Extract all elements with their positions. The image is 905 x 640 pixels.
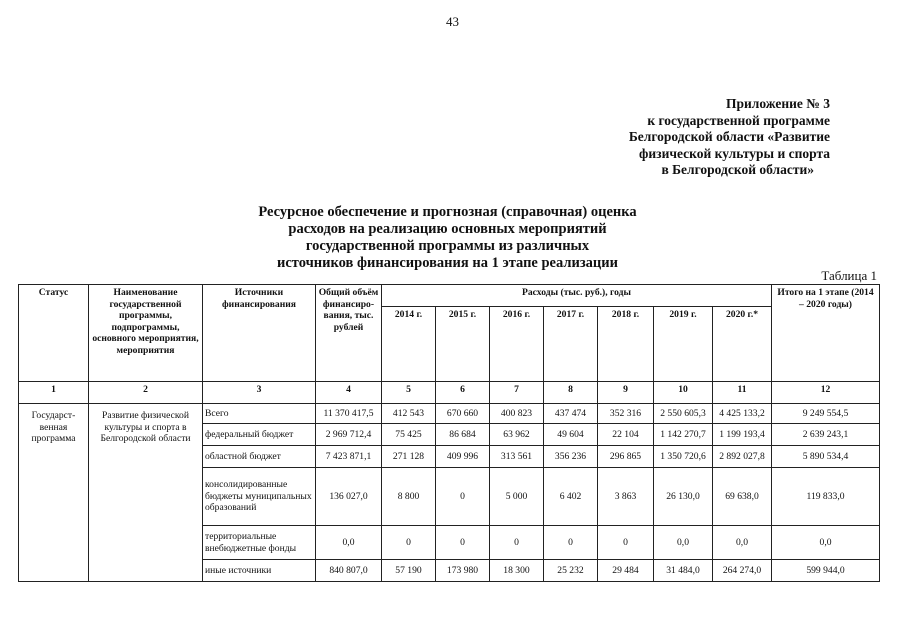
col-number: 1 [19,382,89,404]
year-cell: 313 561 [490,446,544,468]
header-year-2020: 2020 г.* [713,306,772,381]
itogo-cell: 599 944,0 [772,560,880,582]
year-cell: 86 684 [436,424,490,446]
year-cell: 1 142 270,7 [654,424,713,446]
year-cell: 75 425 [382,424,436,446]
itogo-cell: 0,0 [772,526,880,560]
year-cell: 2 892 027,8 [713,446,772,468]
appendix-line-2: к государственной программе [647,112,830,128]
col-number: 11 [713,382,772,404]
year-cell: 18 300 [490,560,544,582]
budget-table [18,284,880,582]
year-cell: 409 996 [436,446,490,468]
year-cell: 0 [436,468,490,526]
title-line-1: Ресурсное обеспечение и прогнозная (справочная) оценка [258,204,637,220]
header-year-2014: 2014 г. [382,306,436,381]
source-cell: консолидированные бюджеты муниципальных образований [203,468,316,526]
year-cell: 63 962 [490,424,544,446]
header-expenses: Расходы (тыс. руб.), годы [382,285,772,307]
header-year-2019: 2019 г. [654,306,713,381]
year-cell: 0 [490,526,544,560]
col-number: 5 [382,382,436,404]
total-cell: 136 027,0 [316,468,382,526]
year-cell: 3 863 [598,468,654,526]
total-cell: 840 807,0 [316,560,382,582]
year-cell: 0 [544,526,598,560]
source-cell: федеральный бюджет [203,424,316,446]
col-number: 3 [203,382,316,404]
total-cell: 2 969 712,4 [316,424,382,446]
year-cell: 352 316 [598,404,654,424]
header-year-2016: 2016 г. [490,306,544,381]
source-cell: областной бюджет [203,446,316,468]
page-number: 43 [446,14,459,29]
title-line-4: источников финансирования на 1 этапе реализации [277,255,618,271]
year-cell: 22 104 [598,424,654,446]
total-cell: 7 423 871,1 [316,446,382,468]
total-cell: 0,0 [316,526,382,560]
year-cell: 670 660 [436,404,490,424]
year-cell: 31 484,0 [654,560,713,582]
appendix-heading [560,96,830,179]
year-cell: 2 550 605,3 [654,404,713,424]
header-year-2018: 2018 г. [598,306,654,381]
appendix-line-1: Приложение № 3 [726,96,830,111]
table-caption: Таблица 1 [821,268,877,283]
program-name-cell: Развитие физической культуры и спорта в Белгородской области [89,404,203,582]
year-cell: 0,0 [654,526,713,560]
itogo-cell: 119 833,0 [772,468,880,526]
header-year-2017: 2017 г. [544,306,598,381]
status-cell: Государст-венная программа [19,404,89,582]
header-year-2015: 2015 г. [436,306,490,381]
header-status: Статус [19,285,89,382]
col-number: 10 [654,382,713,404]
col-number: 9 [598,382,654,404]
year-cell: 29 484 [598,560,654,582]
source-cell: иные источники [203,560,316,582]
year-cell: 400 823 [490,404,544,424]
year-cell: 25 232 [544,560,598,582]
year-cell: 49 604 [544,424,598,446]
appendix-line-3: Белгородской области «Развитие [628,129,830,144]
year-cell: 437 474 [544,404,598,424]
year-cell: 5 000 [490,468,544,526]
col-number: 8 [544,382,598,404]
appendix-line-5: в Белгородской области» [661,162,814,177]
year-cell: 0,0 [713,526,772,560]
source-cell: Всего [203,404,316,424]
column-number-row [19,382,880,404]
document-title [180,204,715,272]
col-number: 7 [490,382,544,404]
year-cell: 173 980 [436,560,490,582]
col-number: 2 [89,382,203,404]
title-line-3: государственной программы из различных [305,238,590,254]
source-cell: территориальные внебюджетные фонды [203,526,316,560]
year-cell: 57 190 [382,560,436,582]
year-cell: 26 130,0 [654,468,713,526]
itogo-cell: 9 249 554,5 [772,404,880,424]
year-cell: 69 638,0 [713,468,772,526]
year-cell: 0 [598,526,654,560]
year-cell: 4 425 133,2 [713,404,772,424]
appendix-line-4: физической культуры и спорта [639,145,830,161]
title-line-2: расходов на реализацию основных мероприятий [288,221,607,237]
year-cell: 0 [436,526,490,560]
year-cell: 1 350 720,6 [654,446,713,468]
year-cell: 296 865 [598,446,654,468]
total-cell: 11 370 417,5 [316,404,382,424]
year-cell: 271 128 [382,446,436,468]
header-row-1 [19,285,880,307]
table-row [19,404,880,424]
header-total-volume: Общий объём финансиро-вания, тыс. рублей [316,285,382,382]
header-sources: Источники финансирования [203,285,316,382]
col-number: 12 [772,382,880,404]
year-cell: 6 402 [544,468,598,526]
itogo-cell: 5 890 534,4 [772,446,880,468]
year-cell: 356 236 [544,446,598,468]
itogo-cell: 2 639 243,1 [772,424,880,446]
header-name: Наименование государственной программы, подпрограммы, основного мероприятия, мероприятия [89,285,203,382]
col-number: 4 [316,382,382,404]
year-cell: 412 543 [382,404,436,424]
year-cell: 1 199 193,4 [713,424,772,446]
col-number: 6 [436,382,490,404]
header-itogo: Итого на 1 этапе (2014 – 2020 годы) [772,285,880,382]
year-cell: 0 [382,526,436,560]
year-cell: 264 274,0 [713,560,772,582]
year-cell: 8 800 [382,468,436,526]
